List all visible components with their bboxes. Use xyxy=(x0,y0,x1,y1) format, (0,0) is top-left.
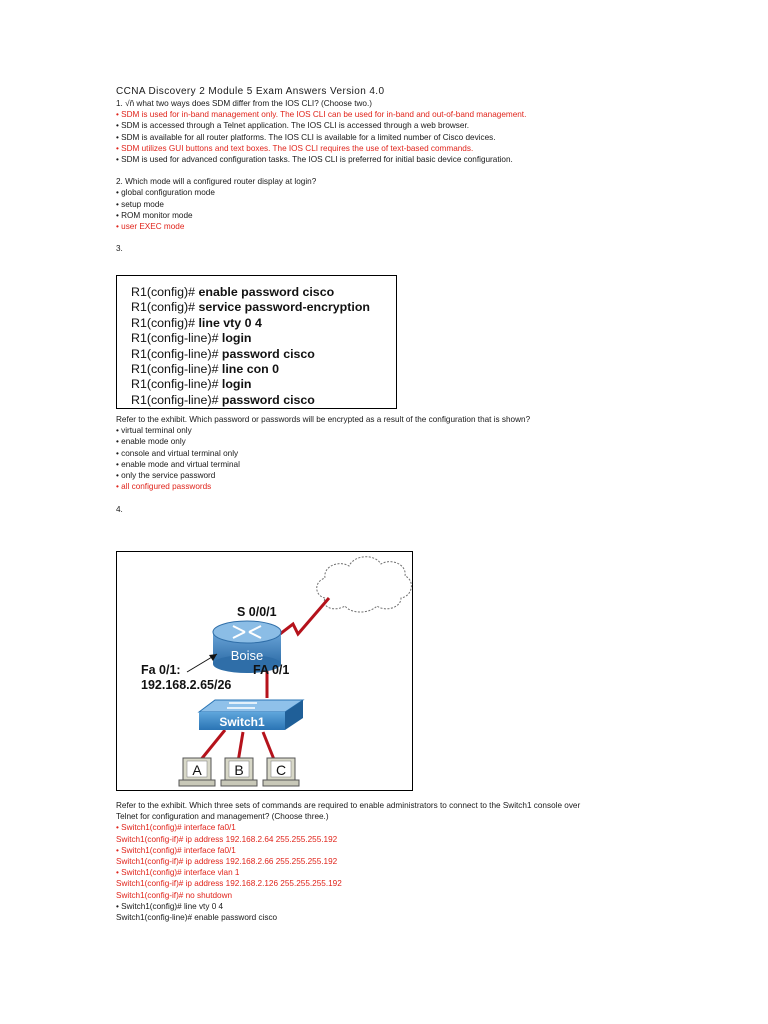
q2-option-3: • ROM monitor mode xyxy=(116,210,193,220)
topology-diagram xyxy=(117,552,412,790)
q4-number: 4. xyxy=(116,505,123,514)
exhibit-line-1: R1(config)# enable password cisco xyxy=(131,285,335,299)
exhibit-line-5: R1(config-line)# password cisco xyxy=(131,346,315,361)
pc-a-label: A xyxy=(192,762,202,778)
pc-a-icon xyxy=(179,758,215,786)
q4-option-2: • Switch1(config)# interface fa0/1 xyxy=(116,845,236,855)
exhibit-line-8: R1(config-line)# password cisco xyxy=(131,392,315,407)
q1-question: 1. √ň what two ways does SDM differ from the IOS CLI? (Choose two.) xyxy=(116,99,372,108)
q3-option-5: • only the service password xyxy=(116,471,216,481)
q2-options xyxy=(116,187,716,232)
uplink-interface-label: FA 0/1 xyxy=(253,663,290,677)
pc-c-icon xyxy=(263,758,299,786)
q4-exhibit xyxy=(116,551,413,791)
q4-option-2b: Switch1(config-if)# ip address 192.168.2.66 255.255.255.192 xyxy=(116,857,338,867)
q1-option-1: • SDM is used for in-band management only. The IOS CLI can be used for in-band and out-of-band management. xyxy=(116,110,527,120)
pc-b-label: B xyxy=(234,762,244,778)
q3-option-2: • enable mode only xyxy=(116,437,186,447)
q3-option-4: • enable mode and virtual terminal xyxy=(116,459,240,469)
q2-option-4: • user EXEC mode xyxy=(116,222,185,232)
switch-name: Switch1 xyxy=(219,715,265,729)
q4-option-3b: Switch1(config-if)# ip address 192.168.2.126 255.255.255.192 xyxy=(116,879,342,889)
router-name: Boise xyxy=(230,648,264,663)
switch-icon xyxy=(199,700,303,730)
q4-question-line-2: Telnet for configuration and management? (Choose three.) xyxy=(116,812,329,822)
exhibit-line-7: R1(config-line)# login xyxy=(131,377,252,392)
q3-section xyxy=(116,414,530,492)
q4-option-4: • Switch1(config)# line vty 0 4 xyxy=(116,901,224,911)
exhibit-line-6: R1(config-line)# line con 0 xyxy=(131,362,280,377)
q3-number: 3. xyxy=(116,244,123,254)
pc-b-icon xyxy=(221,758,257,786)
q4-option-4b: Switch1(config-line)# enable password cisco xyxy=(116,913,278,923)
q3-option-6: • all configured passwords xyxy=(116,482,212,492)
q2-option-1: • global configuration mode xyxy=(116,188,215,198)
q4-header xyxy=(116,504,123,515)
q2-question: 2. Which mode will a configured router display at login? xyxy=(116,177,317,187)
exhibit-line-3: R1(config)# line vty 0 4 xyxy=(131,315,262,330)
q1-option-3: • SDM is available for all router platforms. The IOS CLI is available for a limited number of Cisco devices. xyxy=(116,132,496,142)
q4-option-3: • Switch1(config)# interface vlan 1 xyxy=(116,868,240,878)
q3-option-1: • virtual terminal only xyxy=(116,426,192,436)
q3-option-3: • console and virtual terminal only xyxy=(116,448,239,458)
q1-option-5: • SDM is used for advanced configuration tasks. The IOS CLI is preferred for initial basic device configuration. xyxy=(116,155,513,165)
pc-c-label: C xyxy=(275,762,287,778)
ip-address-label: 192.168.2.65/26 xyxy=(141,678,232,692)
exhibit-line-4: R1(config-line)# login xyxy=(131,331,252,346)
document-body xyxy=(116,86,716,254)
q4-option-3c: Switch1(config-if)# no shutdown xyxy=(116,890,233,900)
wan-cloud-icon xyxy=(317,557,412,612)
q1-options xyxy=(116,109,716,165)
q3-exhibit xyxy=(116,275,397,409)
q1-option-4: • SDM utilizes GUI buttons and text boxes. The IOS CLI requires the use of text-based commands. xyxy=(116,143,474,153)
q2-option-2: • setup mode xyxy=(116,199,164,209)
q3-question: Refer to the exhibit. Which password or passwords will be encrypted as a result of the configuration that is shown? xyxy=(116,415,531,424)
q4-section xyxy=(116,800,580,923)
page-title: CCNA Discovery 2 Module 5 Exam Answers Version 4.0 xyxy=(116,86,385,97)
exhibit-line-2: R1(config)# service password-encryption xyxy=(131,300,370,315)
serial-interface-label: S 0/0/1 xyxy=(237,605,277,619)
q4-option-1: • Switch1(config)# interface fa0/1 xyxy=(116,823,236,833)
q4-option-1b: Switch1(config-if)# ip address 192.168.2.64 255.255.255.192 xyxy=(116,834,338,844)
fa-interface-label: Fa 0/1: xyxy=(141,663,181,677)
cable-a xyxy=(199,730,225,762)
q4-question-line-1: Refer to the exhibit. Which three sets of commands are required to enable administrators to connect to the Switch1 console over xyxy=(116,801,581,810)
q1-option-2: • SDM is accessed through a Telnet application. The IOS CLI is accessed through a web browser. xyxy=(116,121,469,131)
